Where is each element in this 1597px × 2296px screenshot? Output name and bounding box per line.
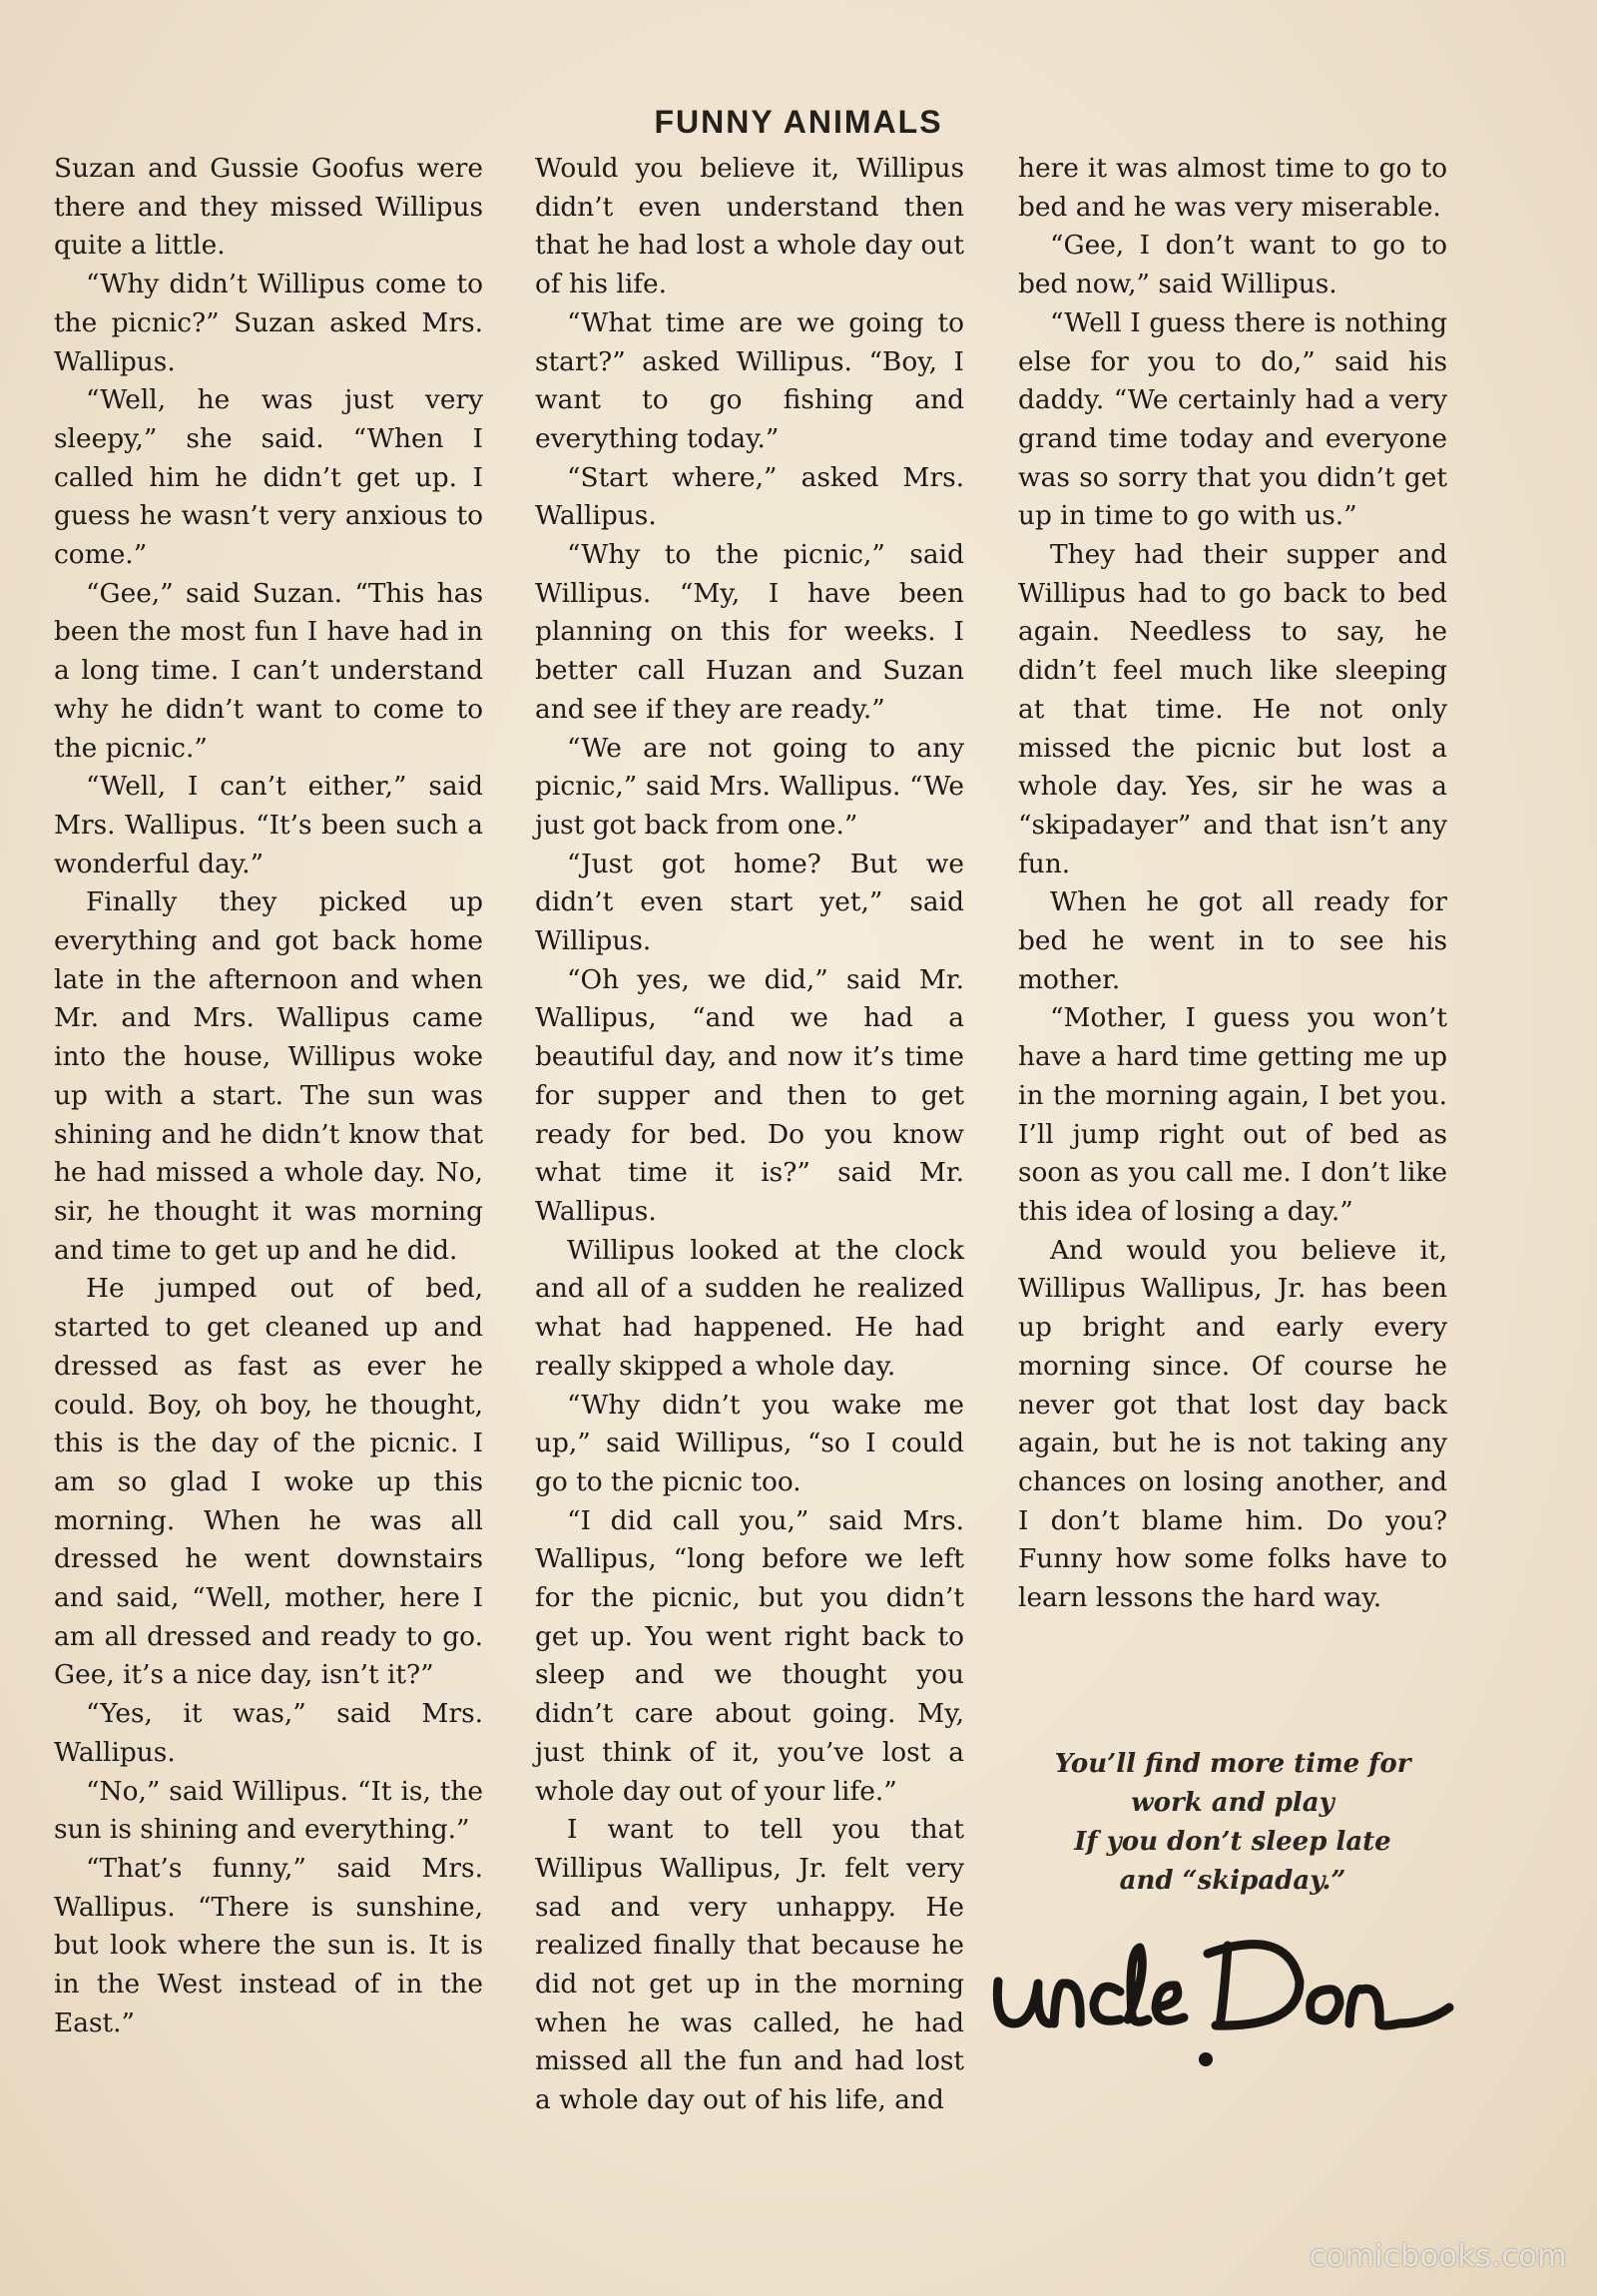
paragraph: “Just got home? But we didn’t even start yet,” said Willipus. bbox=[535, 848, 964, 957]
paragraph: here it was almost time to go to bed and he was very miserable. bbox=[1018, 153, 1447, 223]
watermark: comicbooks.com bbox=[1309, 2239, 1567, 2274]
poem-line-3: If you don’t sleep late bbox=[1074, 1827, 1391, 1857]
paragraph: “What time are we going to start?” asked Willipus. “Boy, I want to go fishing and everything today.” bbox=[535, 306, 964, 454]
closing-poem bbox=[1018, 1745, 1447, 1901]
poem-line-4: and “skipaday.” bbox=[1119, 1866, 1346, 1896]
paragraph: “Oh yes, we did,” said Mr. Wallipus, “and we had a beautiful day, and now it’s time for supper and then to get ready for bed. Do you know what time it is?” said Mr. Wallipus. bbox=[535, 963, 964, 1227]
paragraph: “We are not going to any picnic,” said Mrs. Wallipus. “We just got back from one.” bbox=[535, 732, 964, 841]
paragraph: “Why to the picnic,” said Willipus. “My, I have been planning on this for weeks. I better call Huzan and Suzan and see if they are ready.” bbox=[535, 539, 964, 725]
poem-line-1: You’ll find more time for bbox=[1054, 1749, 1411, 1779]
paragraph: “Start where,” asked Mrs. Wallipus. bbox=[535, 461, 964, 532]
paragraph: “Gee, I don’t want to go to bed now,” said Willipus. bbox=[1018, 230, 1447, 300]
paragraph: They had their supper and Willipus had to go back to bed again. Needless to say, he didn’t feel much like sleeping at that time. He not only missed the picnic but lost a whole day. Yes, sir he was a “skipadayer” and that isn’t any fun. bbox=[1018, 539, 1447, 879]
paragraph: “Well I guess there is nothing else for you to do,” said his daddy. “We certainly had a very grand time today and everyone was so sorry that you didn’t get up in time to go with us.” bbox=[1018, 306, 1447, 532]
text-column-3 bbox=[1018, 150, 1447, 1618]
paragraph: He jumped out of bed, started to get cleaned up and dressed as fast as ever he could. Boy, oh boy, he thought, this is the day of the picnic. I am so glad I woke up this morning. When he was all dressed he went downstairs and said, “Well, mother, here I am all dressed and ready to go. Gee, it’s a nice day, isn’t it?” bbox=[54, 1273, 483, 1691]
poem-line-2: work and play bbox=[1131, 1788, 1334, 1818]
paragraph: Would you believe it, Willipus didn’t even understand then that he had lost a whole day out of his life. bbox=[535, 153, 964, 300]
paragraph: I want to tell you that Willipus Wallipus, Jr. felt very sad and very unhappy. He realized finally that because he did not get up in the morning when he was called, he had missed all the fun and had lost a whole day out of his life, and bbox=[535, 1814, 964, 2116]
paragraph: And would you believe it, Willipus Wallipus, Jr. has been up bright and early every morning since. Of course he never got that lost day back again, but he is not taking any chances on losing another, and I don’t blame him. Do you? Funny how some folks have to learn lessons the hard way. bbox=[1018, 1234, 1447, 1614]
paragraph: When he got all ready for bed he went in to see his mother. bbox=[1018, 886, 1447, 995]
paragraph: Suzan and Gussie Goofus were there and they missed Willipus quite a little. bbox=[54, 153, 483, 262]
paragraph: “Yes, it was,” said Mrs. Wallipus. bbox=[54, 1698, 483, 1768]
text-column-2 bbox=[535, 150, 964, 2120]
paragraph: “Mother, I guess you won’t have a hard time getting me up in the morning again, I bet you. I’ll jump right out of bed as soon as you call me. I don’t like this idea of losing a day.” bbox=[1018, 1002, 1447, 1227]
paragraph: “No,” said Willipus. “It is, the sun is shining and everything.” bbox=[54, 1775, 483, 1846]
paragraph: Finally they picked up everything and got back home late in the afternoon and when Mr. and Mrs. Wallipus came into the house, Willipus woke up with a start. The sun was shining and he didn’t know that he had missed a whole day. No, sir, he thought it was morning and time to get up and he did. bbox=[54, 886, 483, 1266]
text-column-1 bbox=[54, 150, 483, 2042]
signature-text: Uncle Don bbox=[988, 1912, 994, 1913]
paragraph: “Well, he was just very sleepy,” she said. “When I called him he didn’t get up. I guess he wasn’t very anxious to come.” bbox=[54, 384, 483, 571]
paragraph: “That’s funny,” said Mrs. Wallipus. “There is sunshine, but look where the sun is. It is in the West instead of in the East.” bbox=[54, 1852, 483, 2038]
paragraph: “Why didn’t you wake me up,” said Willipus, “so I could go to the picnic too. bbox=[535, 1389, 964, 1497]
paragraph: Willipus looked at the clock and all of a sudden he realized what had happened. He had really skipped a whole day. bbox=[535, 1234, 964, 1382]
uncle-don-signature bbox=[988, 1912, 1457, 2111]
page-header: FUNNY ANIMALS bbox=[654, 104, 943, 140]
paragraph: “Well, I can’t either,” said Mrs. Wallipus. “It’s been such a wonderful day.” bbox=[54, 771, 483, 879]
paragraph: “Gee,” said Suzan. “This has been the most fun I have had in a long time. I can’t understand why he didn’t want to come to the picnic.” bbox=[54, 577, 483, 764]
paragraph: “Why didn’t Willipus come to the picnic?” Suzan asked Mrs. Wallipus. bbox=[54, 269, 483, 377]
paragraph: “I did call you,” said Mrs. Wallipus, “long before we left for the picnic, but you didn’t get up. You went right back to sleep and we thought you didn’t care about going. My, just think of it, you’ve lost a whole day out of your life.” bbox=[535, 1504, 964, 1807]
